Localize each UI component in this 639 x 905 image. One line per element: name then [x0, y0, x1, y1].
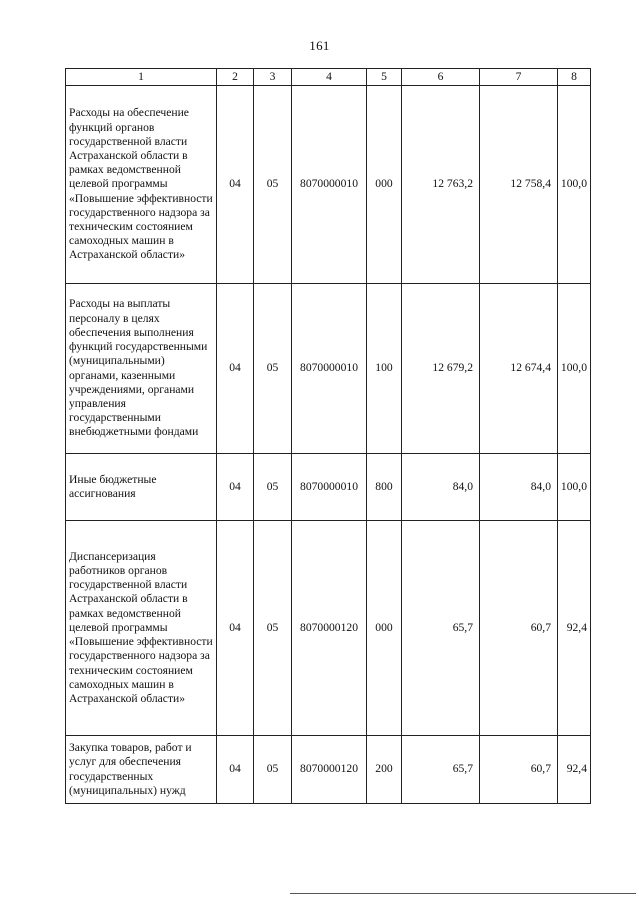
target-article-code: 8070000120: [292, 521, 367, 736]
expense-type-code: 100: [367, 284, 402, 454]
actual-amount: 12 758,4: [480, 86, 558, 284]
section-code: 04: [217, 454, 254, 521]
planned-amount: 65,7: [402, 736, 480, 804]
target-article-code: 8070000010: [292, 284, 367, 454]
row-description: Расходы на обеспечение функций органов государственной власти Астраханской области в рамках ведомственной целевой программы «Повышение эффективности государственного надзора за техническим состоянием самоходных машин в Астраханской области»: [66, 86, 217, 284]
execution-percent: 100,0: [558, 284, 591, 454]
subsection-code: 05: [254, 454, 292, 521]
header-cell: 8: [558, 69, 591, 86]
row-description: Диспансеризация работников органов государственной власти Астраханской области в рамках ведомственной целевой программы «Повышение эффективности государственного надзора за техническим состоянием самоходных машин в Астраханской области»: [66, 521, 217, 736]
header-row: [66, 69, 591, 86]
header-cell: 5: [367, 69, 402, 86]
subsection-code: 05: [254, 86, 292, 284]
table-row: [66, 521, 591, 736]
actual-amount: 12 674,4: [480, 284, 558, 454]
header-cell: 6: [402, 69, 480, 86]
row-description: Расходы на выплаты персоналу в целях обеспечения выполнения функций государственными (муниципальными) органами, казенными учреждениями, органами управления государственными внебюджетными фондами: [66, 284, 217, 454]
section-code: 04: [217, 86, 254, 284]
table-row: [66, 86, 591, 284]
section-code: 04: [217, 521, 254, 736]
target-article-code: 8070000120: [292, 736, 367, 804]
expense-type-code: 200: [367, 736, 402, 804]
planned-amount: 12 763,2: [402, 86, 480, 284]
header-cell: 1: [66, 69, 217, 86]
table-row: [66, 736, 591, 804]
subsection-code: 05: [254, 284, 292, 454]
target-article-code: 8070000010: [292, 454, 367, 521]
subsection-code: 05: [254, 521, 292, 736]
row-description: Иные бюджетные ассигнования: [66, 454, 217, 521]
planned-amount: 12 679,2: [402, 284, 480, 454]
planned-amount: 84,0: [402, 454, 480, 521]
budget-table: [65, 68, 591, 804]
section-code: 04: [217, 736, 254, 804]
execution-percent: 92,4: [558, 521, 591, 736]
footer-rule: [290, 893, 636, 894]
target-article-code: 8070000010: [292, 86, 367, 284]
table-row: [66, 284, 591, 454]
header-cell: 2: [217, 69, 254, 86]
row-description: Закупка товаров, работ и услуг для обеспечения государственных (муниципальных) нужд: [66, 736, 217, 804]
actual-amount: 84,0: [480, 454, 558, 521]
execution-percent: 92,4: [558, 736, 591, 804]
header-cell: 7: [480, 69, 558, 86]
section-code: 04: [217, 284, 254, 454]
subsection-code: 05: [254, 736, 292, 804]
actual-amount: 60,7: [480, 521, 558, 736]
header-cell: 3: [254, 69, 292, 86]
expense-type-code: 000: [367, 86, 402, 284]
actual-amount: 60,7: [480, 736, 558, 804]
table-row: [66, 454, 591, 521]
expense-type-code: 000: [367, 521, 402, 736]
execution-percent: 100,0: [558, 454, 591, 521]
planned-amount: 65,7: [402, 521, 480, 736]
expense-type-code: 800: [367, 454, 402, 521]
page-number: 161: [309, 38, 330, 53]
execution-percent: 100,0: [558, 86, 591, 284]
header-cell: 4: [292, 69, 367, 86]
